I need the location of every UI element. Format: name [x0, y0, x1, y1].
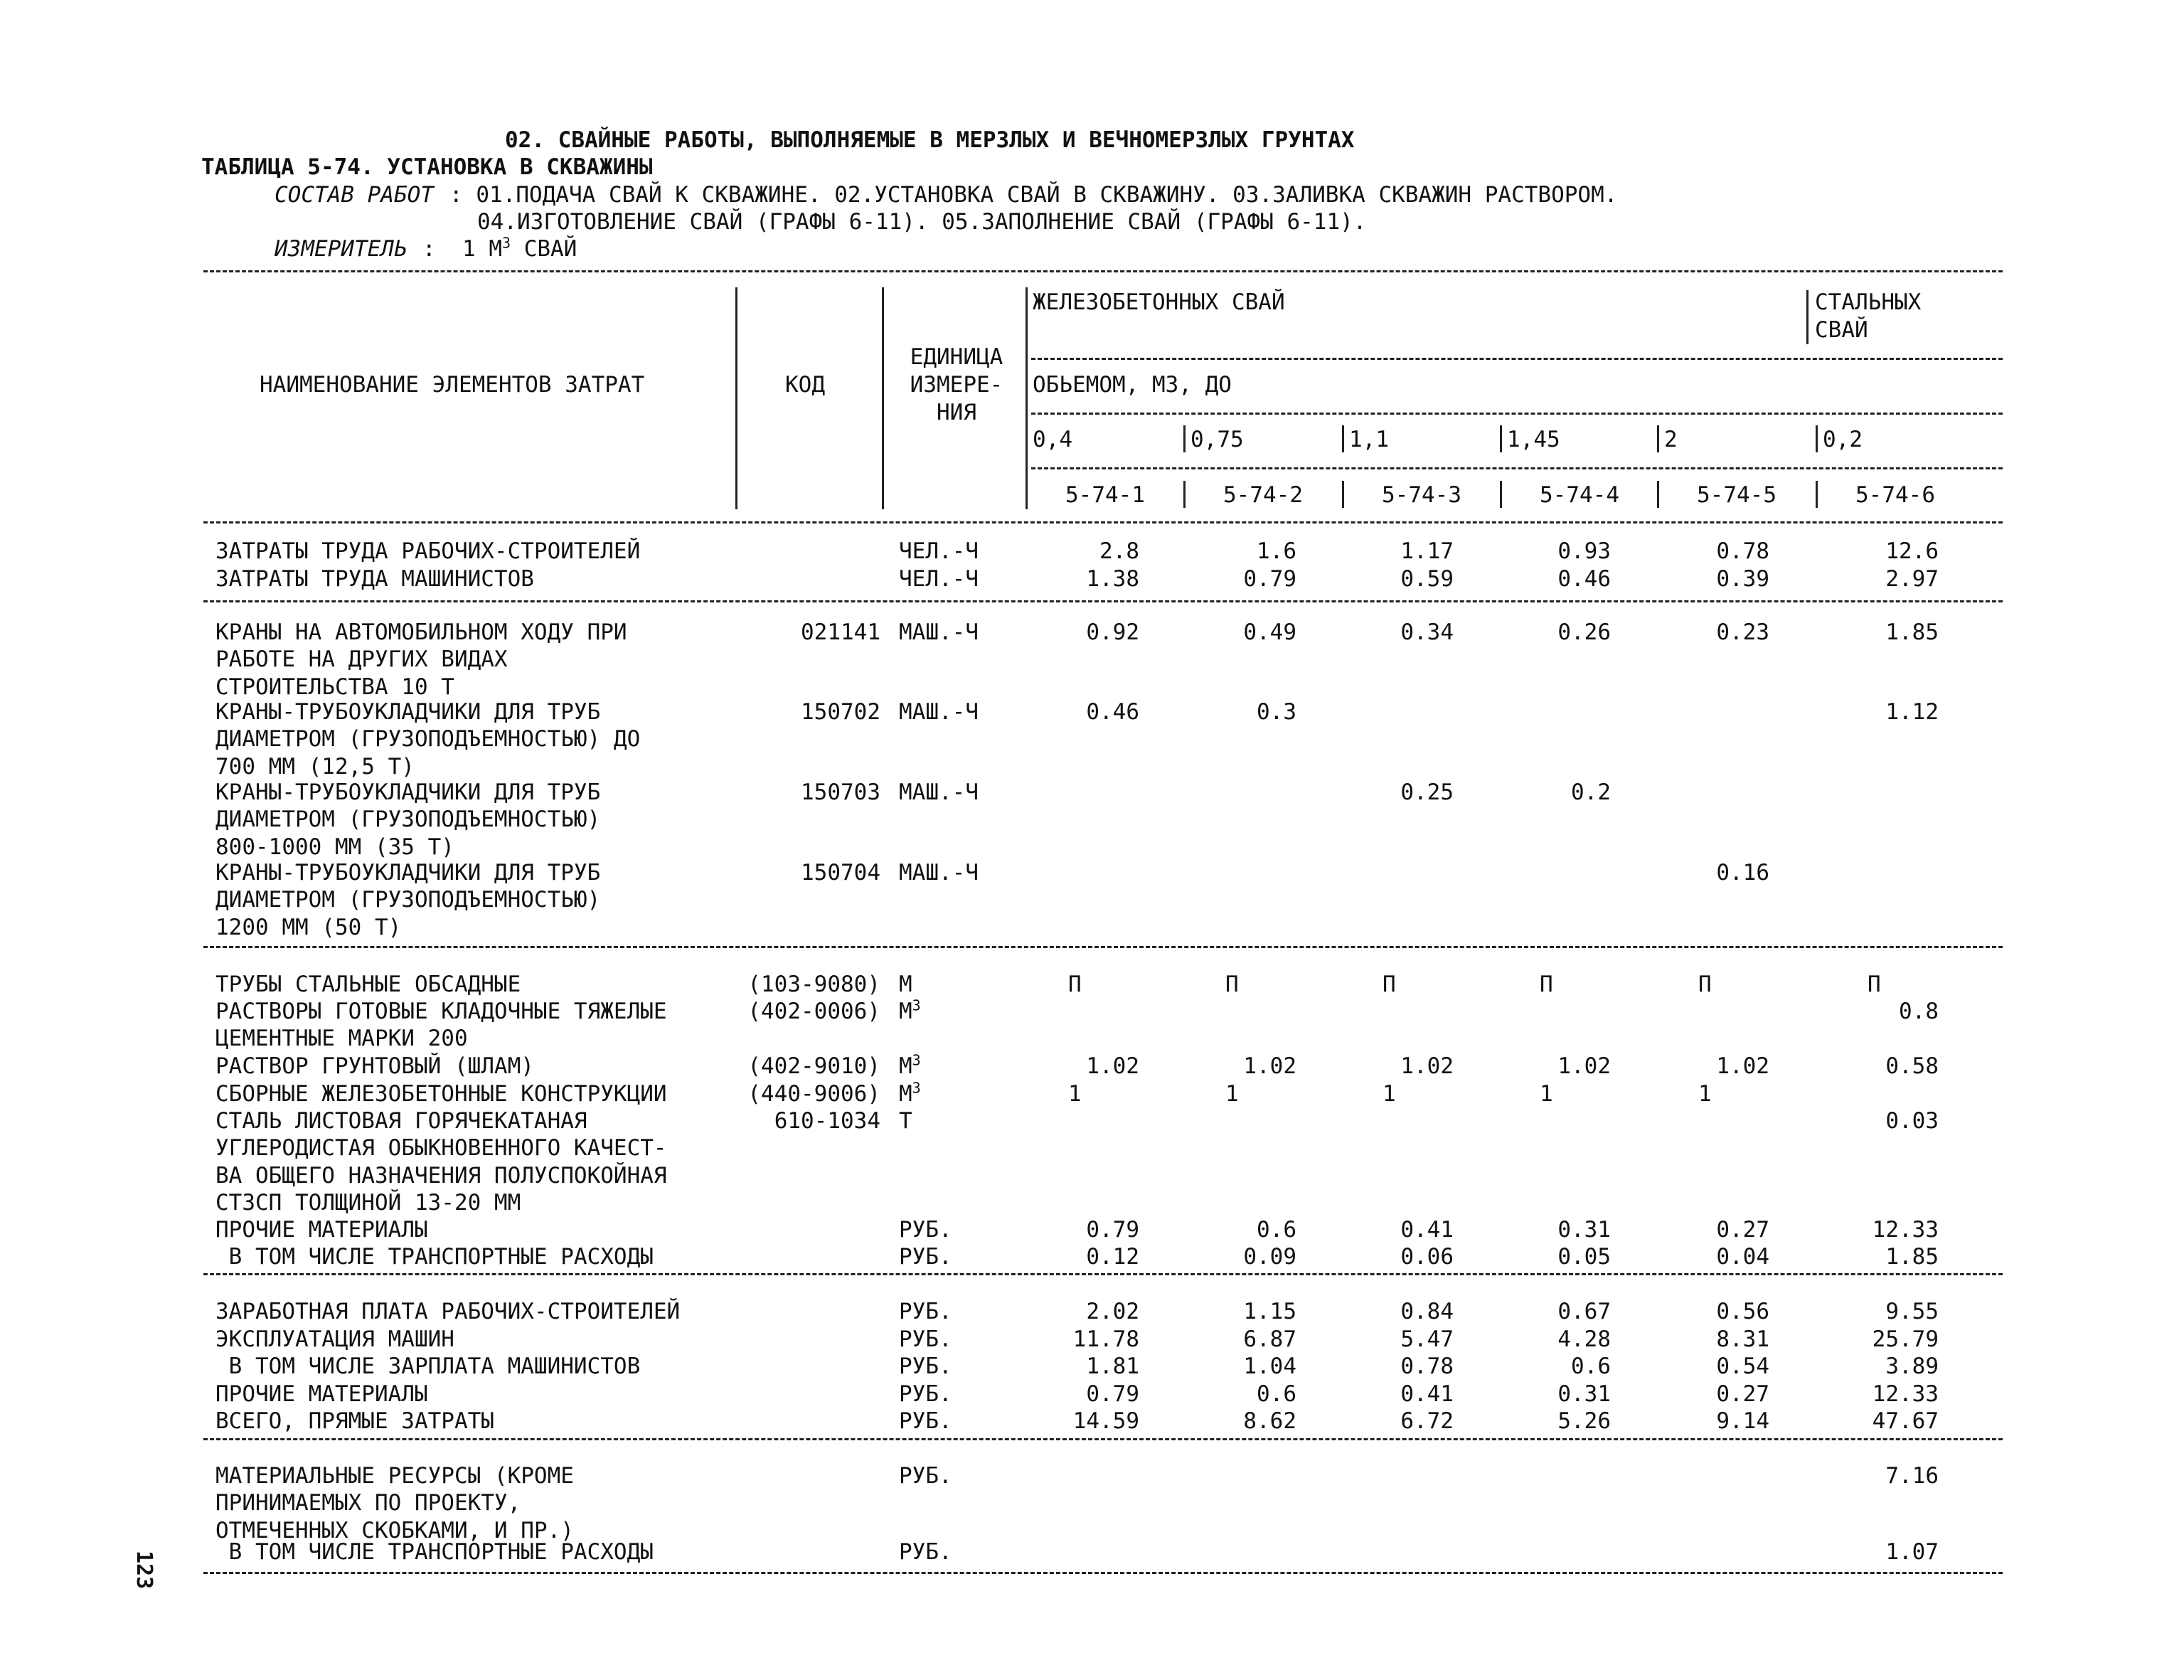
vrule-vol-5 — [1657, 425, 1659, 452]
row-value: 0.27 — [1716, 1381, 1769, 1407]
row-name: ЦЕМЕНТНЫЕ МАРКИ 200 — [215, 1026, 468, 1052]
row-value: 1.02 — [1557, 1053, 1611, 1079]
row-name: ОТМЕЧЕННЫХ СКОБКАМИ, И ПР.) — [215, 1517, 574, 1543]
volume-2: 0,75 — [1190, 427, 1244, 452]
section-separator — [203, 1273, 2003, 1275]
row-value: 12.6 — [1885, 538, 1939, 564]
unit-label: ИЗМЕРИТЕЛЬ — [275, 236, 407, 262]
row-unit: РУБ. — [899, 1381, 952, 1407]
row-unit: МАШ.-Ч — [899, 699, 979, 725]
row-value: 0.6 — [1257, 1217, 1296, 1243]
row-value: 0.41 — [1400, 1381, 1454, 1407]
row-value: 1.07 — [1885, 1539, 1939, 1565]
row-code: (103-9080) — [747, 972, 880, 997]
row-unit: РУБ. — [899, 1299, 952, 1324]
row-value: 11.78 — [1072, 1327, 1139, 1352]
vrule-3 — [1026, 287, 1028, 509]
vrule-steel — [1806, 290, 1809, 344]
row-code: 610-1034 — [774, 1108, 880, 1134]
vrule-vol-3 — [1342, 425, 1344, 452]
row-name: СТРОИТЕЛЬСТВА 10 Т — [215, 674, 454, 700]
col-unit-l1: ЕДИНИЦА — [910, 344, 1003, 370]
row-value: 5.26 — [1557, 1408, 1611, 1434]
col-code-2: 5-74-2 — [1223, 482, 1303, 508]
row-name: СБОРНЫЕ ЖЕЛЕЗОБЕТОННЫЕ КОНСТРУКЦИИ — [215, 1081, 667, 1107]
vrule-1 — [735, 287, 737, 509]
row-value: 0.67 — [1557, 1299, 1611, 1324]
row-value: 1.85 — [1885, 620, 1939, 645]
rule-top — [203, 270, 2003, 272]
row-name: ПРИНИМАЕМЫХ ПО ПРОЕКТУ, — [215, 1490, 521, 1516]
row-value: 0.93 — [1557, 538, 1611, 564]
row-unit: ЧЕЛ.-Ч — [899, 538, 979, 564]
row-value: 0.84 — [1400, 1299, 1454, 1324]
row-name: 700 ММ (12,5 Т) — [215, 753, 415, 780]
row-name: ПРОЧИЕ МАТЕРИАЛЫ — [215, 1217, 428, 1243]
row-value: 6.72 — [1400, 1408, 1454, 1434]
row-value: 25.79 — [1872, 1327, 1939, 1352]
col-code-1: 5-74-1 — [1065, 482, 1145, 508]
row-name: РАСТВОРЫ ГОТОВЫЕ КЛАДОЧНЫЕ ТЯЖЕЛЫЕ — [215, 999, 667, 1024]
row-value: 0.3 — [1257, 699, 1296, 725]
row-value: 0.04 — [1716, 1244, 1769, 1270]
row-name: СТ3СП ТОЛЩИНОЙ 13-20 ММ — [215, 1190, 521, 1216]
row-value: 0.79 — [1086, 1381, 1139, 1407]
row-value: П — [1868, 972, 1881, 997]
row-value: 0.79 — [1086, 1217, 1139, 1243]
row-value: 1.02 — [1086, 1053, 1139, 1079]
row-value: 0.46 — [1557, 566, 1611, 592]
volume-header: ОБЬЕМОМ, М3, ДО — [1033, 372, 1232, 398]
rule-bottom — [203, 1572, 2003, 1574]
col-code-3: 5-74-3 — [1382, 482, 1461, 508]
group-rc: ЖЕЛЕЗОБЕТОННЫХ СВАЙ — [1033, 289, 1285, 315]
volume-3: 1,1 — [1349, 427, 1389, 452]
row-value: 0.92 — [1086, 620, 1139, 645]
row-value: 1.6 — [1257, 538, 1296, 564]
row-unit: М — [899, 972, 912, 997]
row-name: ЗАРАБОТНАЯ ПЛАТА РАБОЧИХ-СТРОИТЕЛЕЙ — [215, 1299, 681, 1324]
row-name: ВА ОБЩЕГО НАЗНАЧЕНИЯ ПОЛУСПОКОЙНАЯ — [215, 1162, 667, 1189]
row-value: 8.31 — [1716, 1327, 1769, 1352]
row-value: 0.16 — [1716, 860, 1769, 886]
col-unit-l2: ИЗМЕРЕ- — [910, 372, 1003, 398]
row-code: 021141 — [801, 620, 880, 645]
row-name: ДИАМЕТРОМ (ГРУЗОПОДЪЕМНОСТЬЮ) — [215, 807, 601, 833]
row-name: РАСТВОР ГРУНТОВЫЙ (ШЛАМ) — [215, 1053, 534, 1079]
unit-sup: 3 — [912, 1079, 921, 1097]
row-name: МАТЕРИАЛЬНЫЕ РЕСУРСЫ (КРОМЕ — [215, 1463, 574, 1489]
row-unit — [899, 1080, 921, 1107]
row-unit: РУБ. — [899, 1354, 952, 1379]
row-value: 47.67 — [1872, 1408, 1939, 1434]
group-steel-l1: СТАЛЬНЫХ — [1815, 289, 1922, 315]
row-value: 1.12 — [1885, 699, 1939, 725]
row-value: 0.12 — [1086, 1244, 1139, 1270]
col-code-6: 5-74-6 — [1855, 482, 1935, 508]
row-name: ЭКСПЛУАТАЦИЯ МАШИН — [215, 1327, 454, 1352]
volume-4: 1,45 — [1507, 427, 1560, 452]
row-unit: МАШ.-Ч — [899, 860, 979, 886]
row-value: П — [1383, 972, 1396, 997]
row-value: 2.8 — [1099, 538, 1139, 564]
row-name: ПРОЧИЕ МАТЕРИАЛЫ — [215, 1381, 428, 1407]
row-code: 150704 — [801, 860, 880, 886]
row-name: 1200 ММ (50 Т) — [215, 914, 402, 940]
row-value: 0.78 — [1716, 538, 1769, 564]
row-value: П — [1540, 972, 1553, 997]
row-value: 1 — [1225, 1081, 1239, 1107]
row-code: 150703 — [801, 780, 880, 805]
row-value: 0.8 — [1899, 999, 1939, 1024]
row-value: 1.38 — [1086, 566, 1139, 592]
row-value: 0.6 — [1571, 1354, 1611, 1379]
col-name-header: НАИМЕНОВАНИЕ ЭЛЕМЕНТОВ ЗАТРАТ — [260, 372, 645, 398]
row-unit — [899, 998, 921, 1025]
row-value: 0.79 — [1243, 566, 1296, 592]
row-value: 0.34 — [1400, 620, 1454, 645]
row-value: 6.87 — [1243, 1327, 1296, 1352]
row-unit: РУБ. — [899, 1463, 952, 1489]
unit-base: М — [899, 1053, 912, 1079]
work-label: СОСТАВ РАБОТ — [275, 182, 434, 208]
row-unit: ЧЕЛ.-Ч — [899, 566, 979, 592]
unit-value: : 1 $М^3$ СВАЙ — [422, 234, 577, 262]
col-unit-l3: НИЯ — [937, 400, 976, 425]
row-value: 0.49 — [1243, 620, 1296, 645]
row-value: 1.02 — [1400, 1053, 1454, 1079]
row-name: ЗАТРАТЫ ТРУДА МАШИНИСТОВ — [215, 566, 534, 592]
row-value: 0.56 — [1716, 1299, 1769, 1324]
row-name: ДИАМЕТРОМ (ГРУЗОПОДЪЕМНОСТЬЮ) — [215, 887, 601, 913]
row-name: ТРУБЫ СТАЛЬНЫЕ ОБСАДНЫЕ — [215, 972, 521, 997]
vrule-vol-2 — [1183, 425, 1186, 452]
row-value: 12.33 — [1872, 1381, 1939, 1407]
row-name: ДИАМЕТРОМ (ГРУЗОПОДЪЕМНОСТЬЮ) ДО — [215, 726, 641, 753]
row-value: 7.16 — [1885, 1463, 1939, 1489]
row-unit: МАШ.-Ч — [899, 620, 979, 645]
work-line-1: : 01.ПОДАЧА СВАЙ К СКВАЖИНЕ. 02.УСТАНОВКА СВАЙ В СКВАЖИНУ. 03.ЗАЛИВКА СКВАЖИН РАСТВОРОМ. — [449, 182, 1618, 208]
row-name: КРАНЫ-ТРУБОУКЛАДЧИКИ ДЛЯ ТРУБ — [215, 780, 601, 805]
row-name: КРАНЫ НА АВТОМОБИЛЬНОМ ХОДУ ПРИ — [215, 620, 627, 645]
unit-base: М — [899, 999, 912, 1024]
row-value: 0.05 — [1557, 1244, 1611, 1270]
row-value: 0.09 — [1243, 1244, 1296, 1270]
row-value: 1 — [1698, 1081, 1712, 1107]
unit-base: М — [899, 1081, 912, 1107]
row-value: 0.06 — [1400, 1244, 1454, 1270]
row-unit: РУБ. — [899, 1539, 952, 1565]
row-value: П — [1068, 972, 1082, 997]
row-value: 9.14 — [1716, 1408, 1769, 1434]
row-name: КРАНЫ-ТРУБОУКЛАДЧИКИ ДЛЯ ТРУБ — [215, 860, 601, 886]
row-value: 0.78 — [1400, 1354, 1454, 1379]
row-value: 3.89 — [1885, 1354, 1939, 1379]
row-unit: МАШ.-Ч — [899, 780, 979, 805]
row-code: (402-0006) — [747, 999, 880, 1024]
section-title: 02. СВАЙНЫЕ РАБОТЫ, ВЫПОЛНЯЕМЫЕ В МЕРЗЛЫХ И ВЕЧНОМЕРЗЛЫХ ГРУНТАХ — [505, 127, 1355, 153]
volume-5: 2 — [1664, 427, 1678, 452]
row-value: 0.59 — [1400, 566, 1454, 592]
row-value: 1.15 — [1243, 1299, 1296, 1324]
vrule-vol-6 — [1816, 425, 1818, 452]
row-value: 1.85 — [1885, 1244, 1939, 1270]
row-unit: РУБ. — [899, 1244, 952, 1270]
col-code-4: 5-74-4 — [1540, 482, 1619, 508]
row-value: 9.55 — [1885, 1299, 1939, 1324]
row-value: 0.27 — [1716, 1217, 1769, 1243]
row-value: 12.33 — [1872, 1217, 1939, 1243]
row-unit: РУБ. — [899, 1408, 952, 1434]
col-code-5: 5-74-5 — [1697, 482, 1777, 508]
rule-h3 — [1031, 467, 2003, 469]
unit-sup: 3 — [912, 1051, 921, 1069]
row-value: 0.6 — [1257, 1381, 1296, 1407]
row-value: 0.03 — [1885, 1108, 1939, 1134]
row-value: П — [1698, 972, 1712, 997]
row-value: 0.46 — [1086, 699, 1139, 725]
section-separator — [203, 600, 2003, 602]
row-value: 8.62 — [1243, 1408, 1296, 1434]
row-value: 0.25 — [1400, 780, 1454, 805]
volume-6: 0,2 — [1823, 427, 1863, 452]
row-code: (440-9006) — [747, 1081, 880, 1107]
row-value: 0.26 — [1557, 620, 1611, 645]
unit-sup: 3 — [912, 996, 921, 1014]
group-steel-l2: СВАЙ — [1815, 317, 1868, 343]
row-name: В ТОМ ЧИСЛЕ ЗАРПЛАТА МАШИНИСТОВ — [215, 1354, 641, 1379]
row-name: В ТОМ ЧИСЛЕ ТРАНСПОРТНЫЕ РАСХОДЫ — [215, 1244, 654, 1270]
col-code-header: КОД — [785, 372, 825, 398]
vrule-vol-4 — [1500, 425, 1502, 452]
row-unit — [899, 1053, 921, 1080]
row-value: П — [1225, 972, 1239, 997]
vrule-2 — [882, 287, 884, 509]
row-name: УГЛЕРОДИСТАЯ ОБЫКНОВЕННОГО КАЧЕСТ- — [215, 1135, 667, 1161]
row-value: 0.54 — [1716, 1354, 1769, 1379]
row-name: ВСЕГО, ПРЯМЫЕ ЗАТРАТЫ — [215, 1408, 494, 1434]
rule-h1 — [1031, 358, 2003, 360]
section-separator — [203, 946, 2003, 948]
row-value: 1 — [1383, 1081, 1396, 1107]
page-number: 123 — [132, 1551, 156, 1590]
row-name: ЗАТРАТЫ ТРУДА РАБОЧИХ-СТРОИТЕЛЕЙ — [215, 538, 641, 564]
row-unit: Т — [899, 1108, 912, 1134]
row-value: 0.41 — [1400, 1217, 1454, 1243]
row-name: В ТОМ ЧИСЛЕ ТРАНСПОРТНЫЕ РАСХОДЫ — [215, 1539, 654, 1565]
row-unit: РУБ. — [899, 1327, 952, 1352]
row-name: КРАНЫ-ТРУБОУКЛАДЧИКИ ДЛЯ ТРУБ — [215, 699, 601, 725]
row-value: 1.04 — [1243, 1354, 1296, 1379]
row-code: 150702 — [801, 699, 880, 725]
row-value: 2.02 — [1086, 1299, 1139, 1324]
row-value: 5.47 — [1400, 1327, 1454, 1352]
row-value: 0.2 — [1571, 780, 1611, 805]
work-line-2: 04.ИЗГОТОВЛЕНИЕ СВАЙ (ГРАФЫ 6-11). 05.ЗАПОЛНЕНИЕ СВАЙ (ГРАФЫ 6-11). — [477, 209, 1367, 235]
row-value: 0.31 — [1557, 1217, 1611, 1243]
row-value: 14.59 — [1072, 1408, 1139, 1434]
table-title: ТАБЛИЦА 5-74. УСТАНОВКА В СКВАЖИНЫ — [201, 154, 653, 180]
volume-1: 0,4 — [1033, 427, 1072, 452]
row-name: 800-1000 ММ (35 Т) — [215, 834, 454, 860]
row-value: 2.97 — [1885, 566, 1939, 592]
row-value: 0.58 — [1885, 1053, 1939, 1079]
row-value: 1 — [1540, 1081, 1553, 1107]
row-name: СТАЛЬ ЛИСТОВАЯ ГОРЯЧЕКАТАНАЯ — [215, 1108, 587, 1134]
row-code: (402-9010) — [747, 1053, 880, 1079]
row-value: 0.39 — [1716, 566, 1769, 592]
section-separator — [203, 1438, 2003, 1440]
row-unit: РУБ. — [899, 1217, 952, 1243]
row-value: 1 — [1068, 1081, 1082, 1107]
row-value: 1.02 — [1243, 1053, 1296, 1079]
row-value: 1.02 — [1716, 1053, 1769, 1079]
row-name: РАБОТЕ НА ДРУГИХ ВИДАХ — [215, 647, 508, 673]
rule-h2 — [1031, 413, 2003, 415]
row-value: 1.17 — [1400, 538, 1454, 564]
row-value: 4.28 — [1557, 1327, 1611, 1352]
row-value: 0.31 — [1557, 1381, 1611, 1407]
row-value: 1.81 — [1086, 1354, 1139, 1379]
row-value: 0.23 — [1716, 620, 1769, 645]
rule-header-bottom — [203, 521, 2003, 523]
